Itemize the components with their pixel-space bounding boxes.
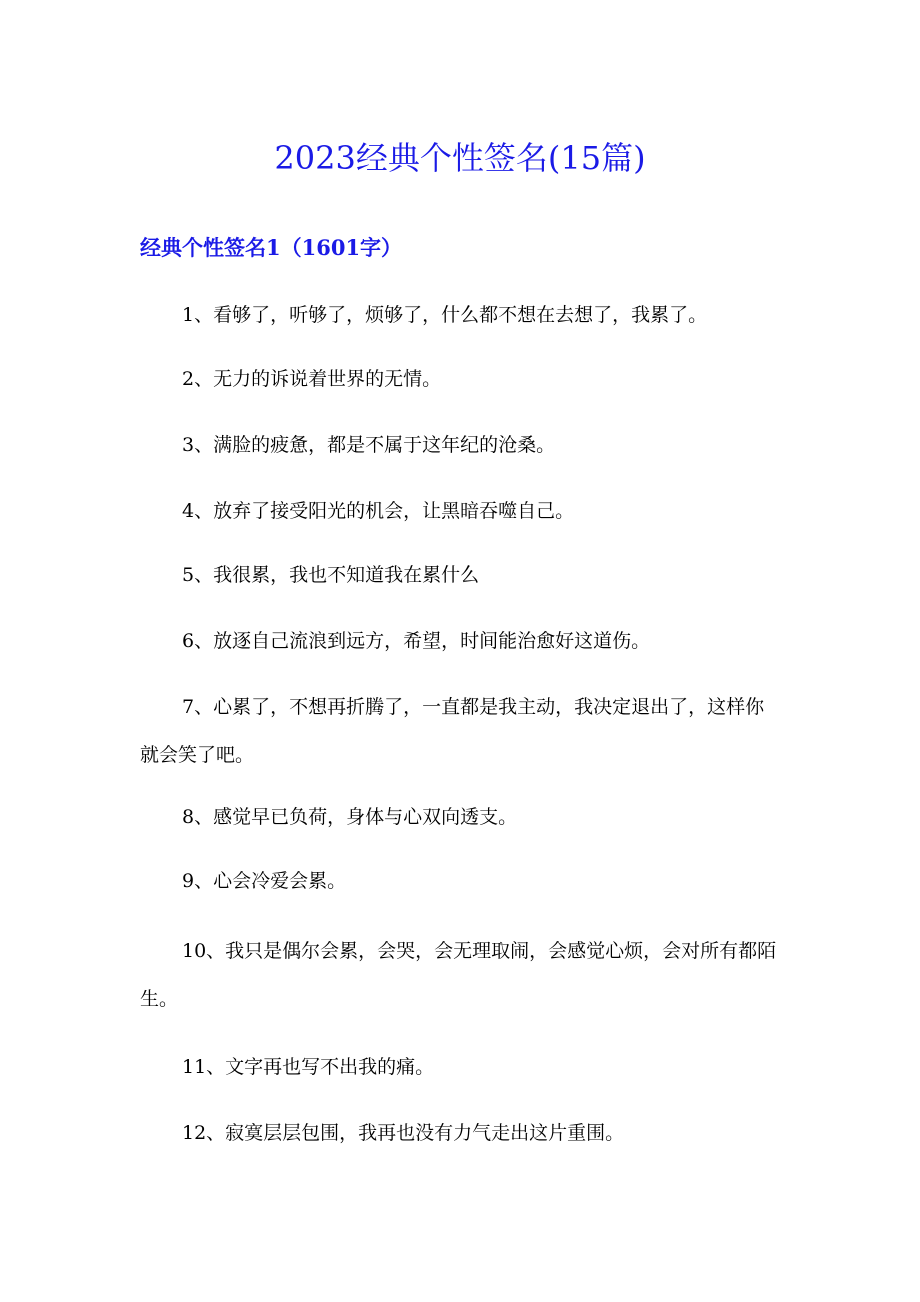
list-item: 6、放逐自己流浪到远方，希望，时间能治愈好这道伤。 <box>182 630 651 652</box>
list-item: 2、无力的诉说着世界的无情。 <box>182 368 442 390</box>
list-item: 11、文字再也写不出我的痛。 <box>182 1056 435 1078</box>
document-title: 2023经典个性签名(15篇) <box>274 139 646 177</box>
list-item: 10、我只是偶尔会累，会哭，会无理取闹，会感觉心烦，会对所有都陌生。 <box>140 940 777 1010</box>
section-heading: 经典个性签名1（1601字） <box>140 235 403 260</box>
list-item: 5、我很累，我也不知道我在累什么 <box>182 564 480 586</box>
list-item: 8、感觉早已负荷，身体与心双向透支。 <box>182 806 518 828</box>
list-item: 7、心累了，不想再折腾了，一直都是我主动，我决定退出了，这样你就会笑了吧。 <box>140 696 765 766</box>
list-item: 3、满脸的疲惫，都是不属于这年纪的沧桑。 <box>182 434 556 456</box>
list-item: 12、寂寞层层包围，我再也没有力气走出这片重围。 <box>182 1122 625 1144</box>
list-item: 1、看够了，听够了，烦够了，什么都不想在去想了，我累了。 <box>182 304 708 326</box>
list-item: 9、心会冷爱会累。 <box>182 870 347 892</box>
list-item: 4、放弃了接受阳光的机会，让黑暗吞噬自己。 <box>182 500 575 522</box>
